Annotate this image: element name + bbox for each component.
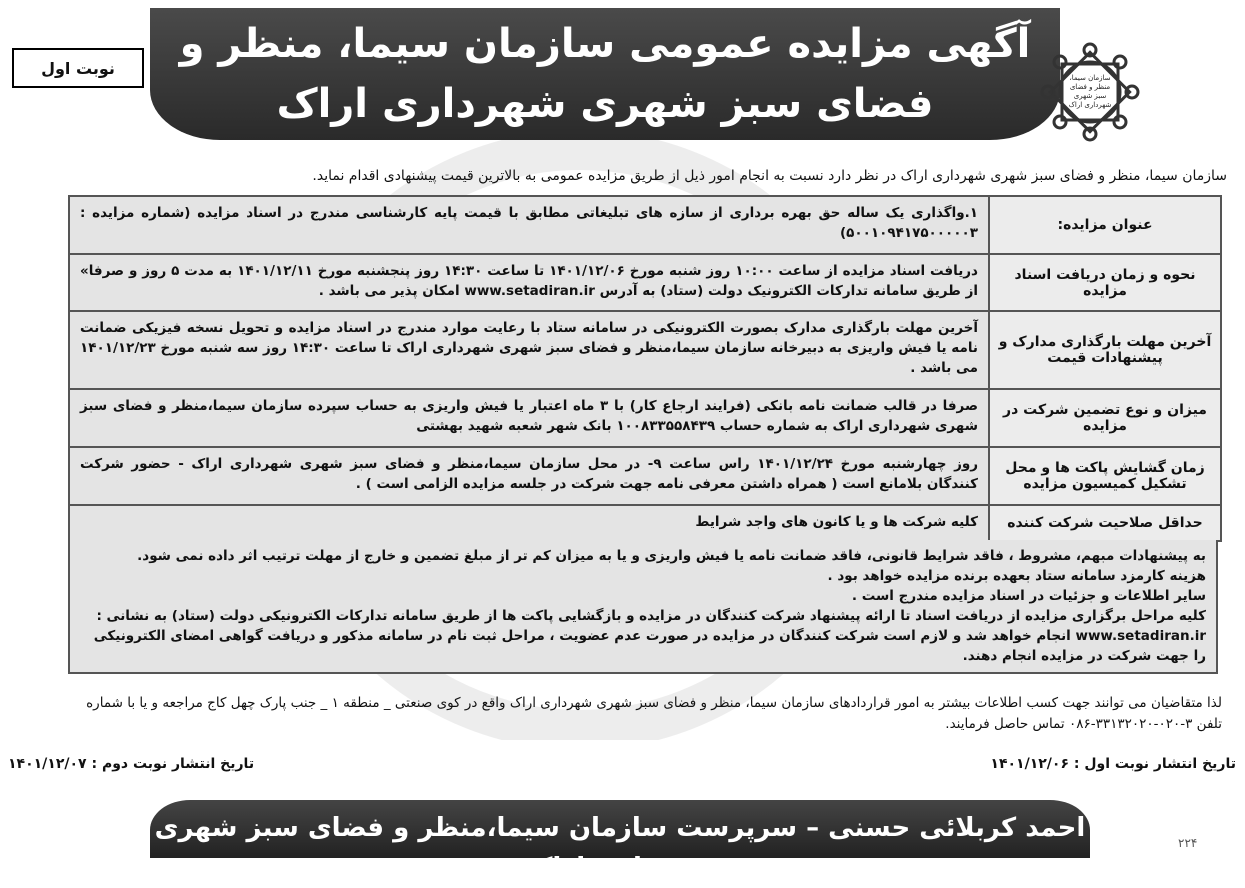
auction-details-table	[68, 195, 1222, 542]
contact-info: لذا متقاضیان می توانند جهت کسب اطلاعات بیشتر به امور قراردادهای سازمان سیما، منظر و فضای سبز شهری شهرداری اراک واقع در کوی صنعتی _ منطقه ۱ _ جنب پارک چهل کاج مراجعه و یا با شماره تلفن ۳-۰۲۰-۳۳۱۳۲۰۲۰-۰۸۶ تماس حاصل فرمایند.	[86, 695, 1222, 732]
row-label: میزان و نوع تضمین شرکت در مزایده	[988, 390, 1220, 446]
table-row	[70, 390, 1220, 448]
row-value: صرفا در قالب ضمانت نامه بانکی (فرایند ارجاع کار) با ۳ ماه اعتبار یا فیش واریزی به حساب سپرده سازمان سیما،منظر و فضای سبز شهری شهرداری اراک به شماره حساب ۱۰۰۸۳۳۵۵۸۴۳۹ بانک شهر شعبه شهید بهشتی	[80, 398, 979, 434]
note-item: سایر اطلاعات و جزئیات در اسناد مزایده مندرج است .	[851, 588, 1206, 604]
table-row	[70, 255, 1220, 312]
page-number: ۲۲۴	[1178, 836, 1198, 850]
signature-text: احمد کربلائی حسنی – سرپرست سازمان سیما،منظر و فضای سبز شهری شهرداری اراک	[154, 813, 1086, 883]
note-item: هزینه کارمزد سامانه ستاد بعهده برنده مزایده خواهد بود .	[827, 568, 1206, 584]
row-value: ۱.واگذاری یک ساله حق بهره برداری از سازه های تبلیغاتی مطابق با قیمت پایه کارشناسی مندرج در اسناد مزایده (شماره مزایده : ۵۰۰۱۰۹۴۱۷۵۰۰۰۰۰۳)	[80, 205, 978, 241]
row-label: عنوان مزایده:	[988, 197, 1220, 253]
row-value: روز چهارشنبه مورخ ۱۴۰۱/۱۲/۲۴ راس ساعت ۹- در محل سازمان سیما،منظر و فضای سبز شهری شهرداری اراک - حضور شرکت کنندگان بلامانع است ( همراه داشتن معرفی نامه جهت شرکت در جلسه مزایده الزامی است ) .	[80, 456, 978, 492]
row-label: آخرین مهلت بارگذاری مدارک و پیشنهادات قیمت	[988, 312, 1220, 388]
table-row	[70, 448, 1220, 506]
row-label: نحوه و زمان دریافت اسناد مزایده	[988, 255, 1220, 310]
notes-block	[68, 540, 1218, 674]
page-title	[150, 14, 1060, 134]
first-publication-date: تاریخ انتشار نوبت اول : ۱۴۰۱/۱۲/۰۶	[990, 756, 1236, 772]
row-value: آخرین مهلت بارگذاری مدارک بصورت الکترونیکی در سامانه ستاد با رعایت موارد مندرج در اسناد مزایده و تحویل نسخه فیزیکی ضمانت نامه یا فیش واریزی به دبیرخانه سازمان سیما،منظر و فضای سبز شهری شهرداری اراک تا ساعت ۱۴:۳۰ روز سه شنبه مورخ ۱۴۰۱/۱۲/۲۳ می باشد .	[80, 320, 978, 376]
row-label: زمان گشایش پاکت ها و محل تشکیل کمیسیون مزایده	[988, 448, 1220, 504]
table-row	[70, 506, 1220, 540]
round-badge: نوبت اول	[12, 48, 144, 88]
table-row	[70, 312, 1220, 390]
row-label: حداقل صلاحیت شرکت کننده	[988, 506, 1220, 540]
title-line-1: آگهی مزایده عمومی سازمان سیما، منظر و	[179, 21, 1031, 67]
intro-text: سازمان سیما، منظر و فضای سبز شهری شهرداری اراک در نظر دارد نسبت به انجام امور ذیل از طریق مزایده عمومی به بالاترین قیمت پیشنهادی اقدام نماید.	[312, 168, 1227, 184]
logo-text: سازمان سیما، منظر و فضای سبز شهری شهرداری اراک	[1068, 74, 1112, 109]
note-item: کلیه مراحل برگزاری مزایده از دریافت اسناد تا ارائه پیشنهاد شرکت کنندگان در مزایده و بازگشایی پاکت ها از طریق سامانه تدارکات الکترونیکی دولت (ستاد) به نشانی : www.setadiran.ir انجام خواهد شد و لازم است شرکت کنندگان در مزایده در صورت عدم عضویت ، مراحل ثبت نام در سامانه مذکور و دریافت گواهی امضای الکترونیکی را جهت شرکت در مزایده انجام دهند.	[93, 608, 1206, 664]
table-row	[70, 197, 1220, 255]
title-line-2: فضای سبز شهری شهرداری اراک	[276, 81, 934, 127]
row-value: دریافت اسناد مزایده از ساعت ۱۰:۰۰ روز شنبه مورخ ۱۴۰۱/۱۲/۰۶ تا ساعت ۱۴:۳۰ روز پنجشنبه مورخ ۱۴۰۱/۱۲/۱۱ به مدت ۵ روز و صرفا» از طریق سامانه تدارکات الکترونیک دولت (ستاد) به آدرس www.setadiran.ir امکان پذیر می باشد .	[80, 263, 978, 299]
publication-dates	[8, 756, 1236, 786]
second-publication-date: تاریخ انتشار نوبت دوم : ۱۴۰۱/۱۲/۰۷	[8, 756, 255, 772]
row-value: کلیه شرکت ها و یا کانون های واجد شرایط	[695, 514, 978, 530]
note-item: به پیشنهادات مبهم، مشروط ، فاقد شرایط قانونی، فاقد ضمانت نامه یا فیش واریزی و یا به میزان کم تر از مبلغ تضمین و خارج از مهلت ترتیب اثر داده نمی شود.	[137, 548, 1206, 564]
